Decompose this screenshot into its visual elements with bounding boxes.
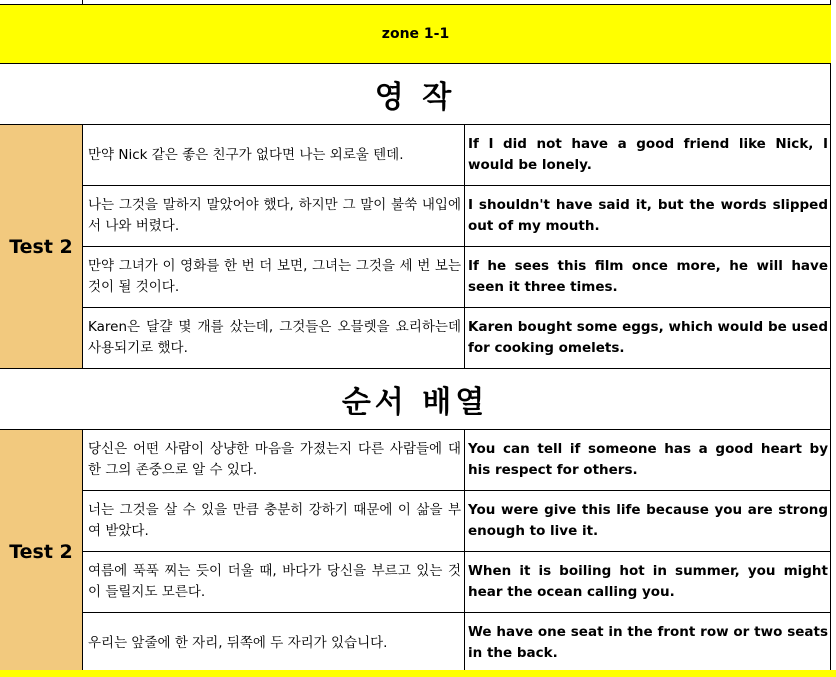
test-label: Test 2: [0, 430, 83, 673]
korean-cell: 만약 Nick 같은 좋은 친구가 없다면 나는 외로울 텐데.: [83, 125, 465, 185]
top-strip: [0, 0, 831, 4]
table-row: [83, 613, 831, 673]
english-cell: I shouldn't have said it, but the words slipped out of my mouth.: [465, 186, 831, 246]
korean-cell: 여름에 푹푹 찌는 듯이 더울 때, 바다가 당신을 부르고 있는 것이 들릴지도 모른다.: [83, 552, 465, 612]
table-row: [83, 186, 831, 247]
bottom-strip: [0, 670, 836, 677]
korean-cell: 만약 그녀가 이 영화를 한 번 더 보면, 그녀는 그것을 세 번 보는 것이 될 것이다.: [83, 247, 465, 307]
korean-cell: Karen은 달걀 몇 개를 샀는데, 그것들은 오믈렛을 요리하는데 사용되기로 했다.: [83, 308, 465, 368]
table-row: [83, 308, 831, 368]
zone-title: zone 1-1: [381, 26, 450, 42]
korean-cell: 당신은 어떤 사람이 상냥한 마음을 가졌는지 다른 사람들에 대한 그의 존중으로 알 수 있다.: [83, 430, 465, 490]
english-cell: If I did not have a good friend like Nick, I would be lonely.: [465, 125, 831, 185]
english-cell: Karen bought some eggs, which would be used for cooking omelets.: [465, 308, 831, 368]
english-cell: We have one seat in the front row or two seats in the back.: [465, 613, 831, 673]
english-cell: You were give this life because you are strong enough to live it.: [465, 491, 831, 551]
section-title-ordering: 순서 배열: [0, 369, 831, 430]
table-row: [83, 125, 831, 186]
table-row: [83, 552, 831, 613]
english-cell: When it is boiling hot in summer, you might hear the ocean calling you.: [465, 552, 831, 612]
test-label: Test 2: [0, 125, 83, 368]
section-block-composition: [0, 125, 831, 369]
korean-cell: 우리는 앞줄에 한 자리, 뒤쪽에 두 자리가 있습니다.: [83, 613, 465, 673]
zone-title-bar: [0, 4, 831, 64]
english-cell: You can tell if someone has a good heart by his respect for others.: [465, 430, 831, 490]
section-title-composition: 영 작: [0, 64, 831, 125]
section-block-ordering: [0, 430, 831, 674]
table-row: [83, 430, 831, 491]
table-row: [83, 491, 831, 552]
korean-cell: 나는 그것을 말하지 말았어야 했다, 하지만 그 말이 불쑥 내입에서 나와 버렸다.: [83, 186, 465, 246]
table-row: [83, 247, 831, 308]
english-cell: If he sees this film once more, he will have seen it three times.: [465, 247, 831, 307]
korean-cell: 너는 그것을 살 수 있을 만큼 충분히 강하기 때문에 이 삶을 부여 받았다.: [83, 491, 465, 551]
